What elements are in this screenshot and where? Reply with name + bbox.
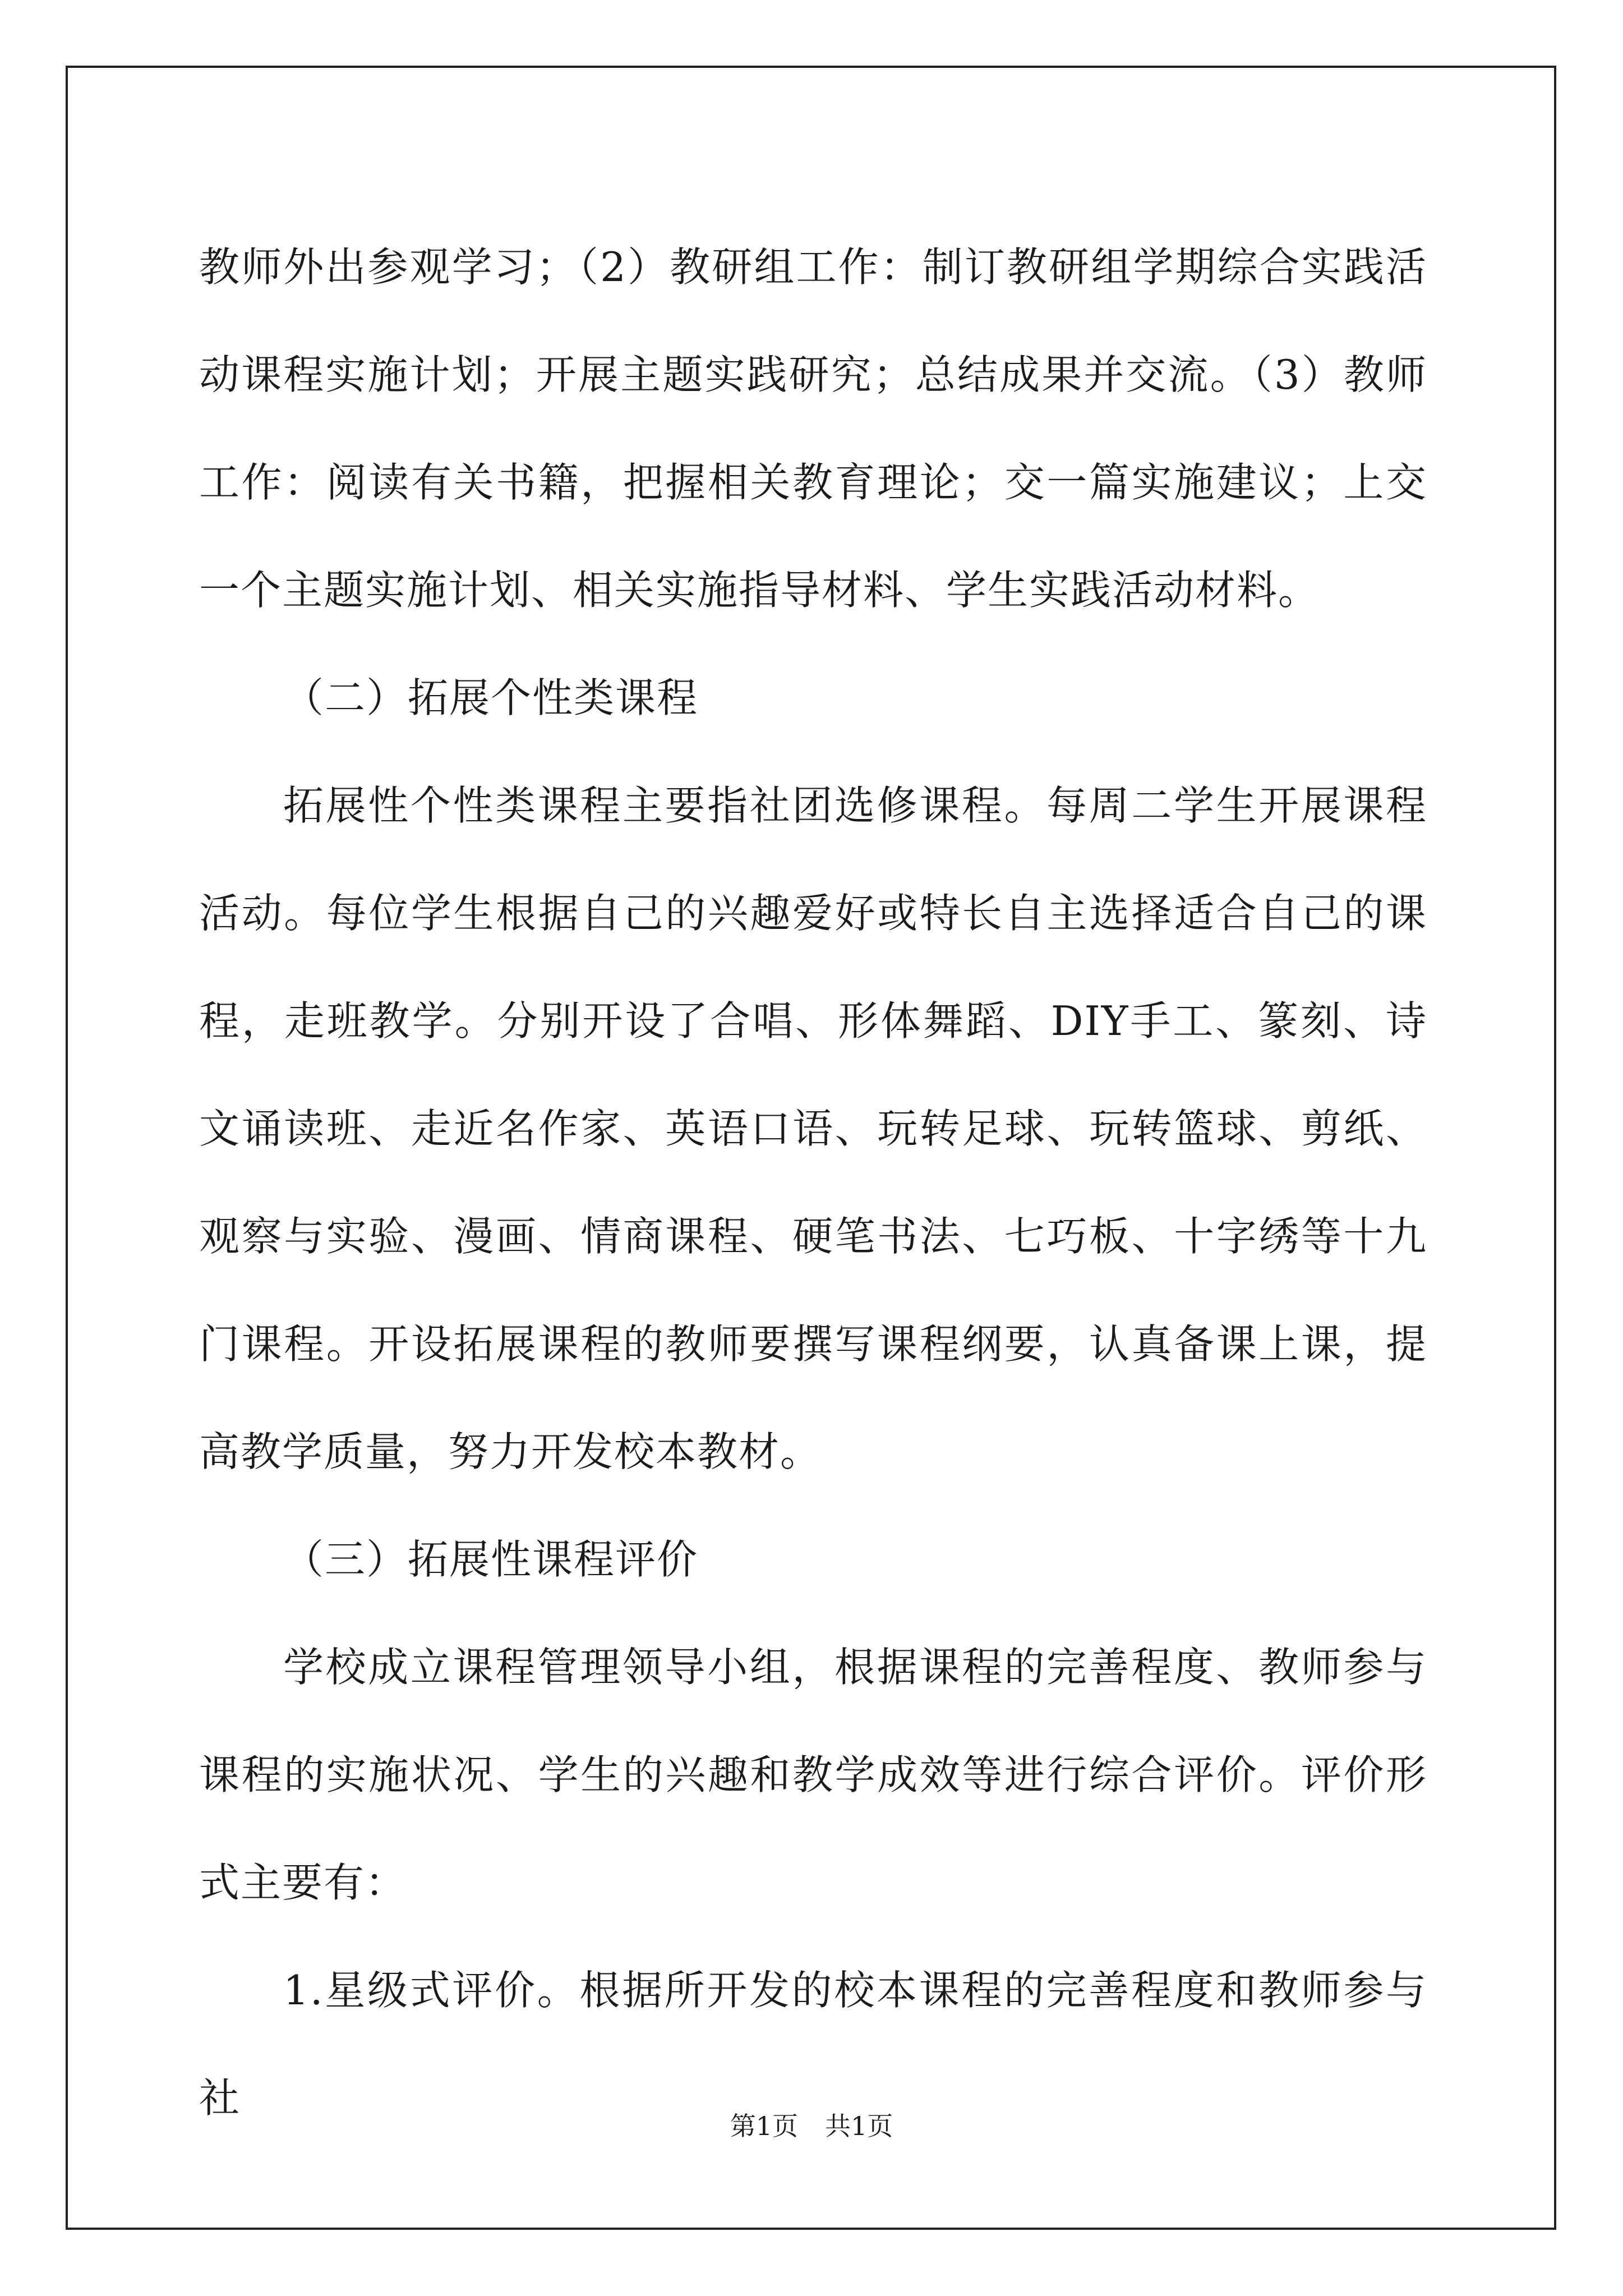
page-footer (0, 2109, 1623, 2143)
section-heading-3: （三）拓展性课程评价 (283, 1536, 699, 1583)
paragraph-elective-courses: 拓展性个性类课程主要指社团选修课程。每周二学生开展课程活动。每位学生根据自己的兴趣爱好或特长自主选择适合自己的课程，走班教学。分别开设了合唱、形体舞蹈、DIY手工、篆刻、诗文诵读班、走近名作家、英语口语、玩转足球、玩转篮球、剪纸、观察与实验、漫画、情商课程、硬笔书法、七巧板、十字绣等十九门课程。开设拓展课程的教师要撰写课程纲要，认真备课上课，提高教学质量，努力开发校本教材。 (199, 782, 1427, 1475)
page-total: 共1页 (825, 2111, 893, 2141)
paragraph-star-rating: 1.星级式评价。根据所开发的校本课程的完善程度和教师参与社 (199, 1967, 1427, 2122)
document-body (199, 213, 1427, 2152)
paragraph-continuation: 教师外出参观学习；（2）教研组工作：制订教研组学期综合实践活动课程实施计划；开展主题实践研究；总结成果并交流。（3）教师工作：阅读有关书籍，把握相关教育理论；交一篇实施建议；上交一个主题实施计划、相关实施指导材料、学生实践活动材料。 (199, 243, 1427, 614)
page-number: 第1页 (730, 2111, 798, 2141)
paragraph-evaluation: 学校成立课程管理领导小组，根据课程的完善程度、教师参与课程的实施状况、学生的兴趣和教学成效等进行综合评价。评价形式主要有： (199, 1644, 1427, 1906)
section-heading-2: （二）拓展个性类课程 (283, 674, 699, 721)
